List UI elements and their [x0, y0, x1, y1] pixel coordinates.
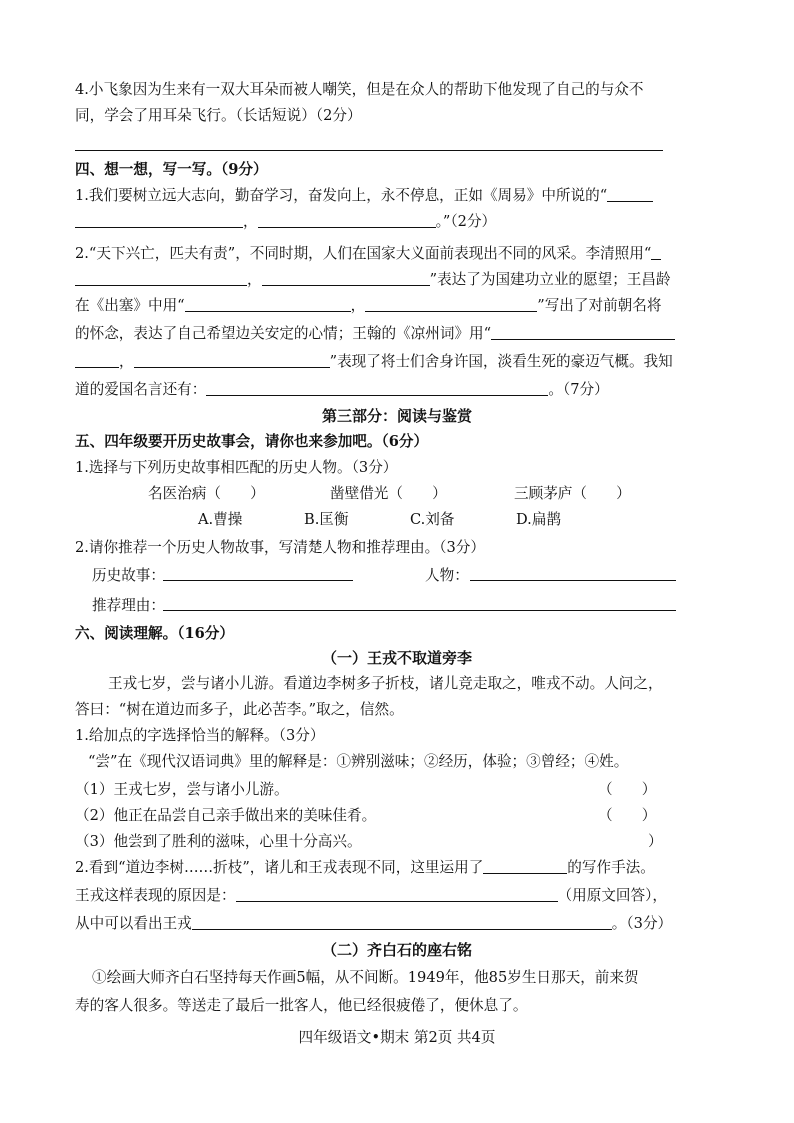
- person-label: 人物：: [425, 567, 469, 584]
- technique-blank[interactable]: [483, 859, 567, 874]
- passage2-title: （二）齐白石的座右铭: [321, 941, 472, 959]
- passage1-q2-text5: 从中可以看出王戎: [75, 915, 192, 932]
- option-d: D.扁鹊: [516, 511, 562, 528]
- section4-q2-line2: [75, 270, 671, 290]
- q1-blank-3[interactable]: [258, 213, 436, 228]
- q2-blank-5[interactable]: [365, 297, 537, 312]
- passage1-q2-text4: （用原文回答），: [557, 887, 667, 904]
- page-footer: 四年级语文•期末 第2页 共4页: [298, 1029, 496, 1046]
- passage1-q1: 1.给加点的字选择恰当的解释。（3分）: [75, 727, 325, 744]
- section4-q2-line1: [75, 244, 661, 264]
- story-1[interactable]: 名医治病（ ）: [148, 485, 265, 502]
- q2-comma-3: ，: [119, 353, 134, 370]
- section5-q1: 1.选择与下列历史故事相匹配的历史人物。（3分）: [75, 459, 398, 476]
- section4-q2-end: 。（7分）: [548, 381, 609, 398]
- q2-blank-3[interactable]: [262, 271, 430, 286]
- q2-blank-2[interactable]: [75, 271, 247, 286]
- section4-heading: 四、想一想，写一写。（9分）: [75, 161, 268, 178]
- q2-blank-9[interactable]: [206, 381, 548, 396]
- passage1-q2-text: 2.看到“道边李树……折枝”，诸儿和王戎表现不同，这里运用了: [75, 859, 484, 876]
- section4-q2-line6: [75, 380, 609, 400]
- passage1-q2-text3: 王戎这样表现的原因是：: [75, 887, 236, 904]
- section4-q2-text6: ”表现了将士们舍身许国，淡看生死的豪迈气概。我知: [329, 353, 673, 370]
- section4-q2-text7: 道的爱国名言还有：: [75, 381, 207, 398]
- section5-q2: 2.请你推荐一个历史人物故事，写清楚人物和推荐理由。（3分）: [75, 539, 485, 556]
- passage1-q2-text2: 的写作手法。: [567, 859, 655, 876]
- section4-q2-line5: [75, 352, 673, 372]
- story-answer-line[interactable]: [163, 580, 353, 581]
- section6-heading: 六、阅读理解。（16分）: [75, 625, 234, 642]
- passage1-q2-line1: [75, 858, 655, 878]
- reason-answer-line[interactable]: [163, 610, 676, 611]
- section4-q1-line2: ， 。”（2分）: [75, 212, 496, 232]
- section4-q2-text3: 在《出塞》中用“: [75, 297, 185, 314]
- reason-blank[interactable]: [236, 887, 558, 902]
- story-label: 历史故事：: [92, 567, 165, 584]
- passage1-item-3: （3）他尝到了胜利的滋味，心里十分高兴。: [75, 833, 362, 850]
- q4-line1: 4.小飞象因为生来有一双大耳朵而被人嘲笑，但是在众人的帮助下他发现了自己的与众不: [75, 81, 644, 98]
- passage1-line2: 答曰：“树在道边而多子，此必苦李。”取之，信然。: [75, 701, 404, 718]
- option-c: C.刘备: [410, 511, 455, 528]
- section4-q2-line3: [75, 296, 661, 316]
- q2-comma-2: ，: [350, 297, 366, 314]
- q2-blank-7[interactable]: [75, 353, 119, 368]
- reason-label: 推荐理由：: [92, 597, 165, 614]
- section4-q2-text4: ”写出了对前朝名将: [537, 297, 662, 314]
- section4-q2-text2: ”表达了为国建功立业的愿望；王昌龄: [429, 271, 671, 288]
- section4-q2-text5: 的怀念，表达了自己希望边关安定的心情；王翰的《凉州词》用“: [75, 325, 492, 342]
- q1-blank-2[interactable]: [75, 213, 243, 228]
- q1-blank-1[interactable]: [607, 187, 653, 202]
- q2-blank-4[interactable]: [185, 297, 351, 312]
- section4-q1-text: 1.我们要树立远大志向，勤奋学习，奋发向上，永不停息，正如《周易》中所说的“: [75, 187, 608, 204]
- passage2-line2: 寿的客人很多。等送走了最后一批客人，他已经很疲倦了，便休息了。: [75, 997, 528, 1014]
- answer-paren-1[interactable]: （ ）: [598, 781, 657, 798]
- story-3[interactable]: 三顾茅庐（ ）: [514, 485, 631, 502]
- section4-q1-end: 。”（2分）: [435, 213, 497, 230]
- q2-comma-1: ，: [247, 271, 262, 288]
- q2-blank-6[interactable]: [491, 325, 675, 340]
- section4-q1-line1: [75, 186, 653, 206]
- answer-paren-3[interactable]: ）: [648, 833, 663, 850]
- character-blank[interactable]: [192, 915, 612, 930]
- passage1-item-1: （1）王戎七岁，尝与诸小儿游。: [75, 781, 289, 798]
- option-a: A.曹操: [198, 511, 243, 528]
- person-answer-line[interactable]: [470, 580, 676, 581]
- passage1-title: （一）王戎不取道旁李: [321, 649, 472, 667]
- passage1-q2-line3: [75, 914, 672, 934]
- section5-heading: 五、四年级要开历史故事会，请你也来参加吧。（6分）: [75, 433, 429, 450]
- passage1-q2-end: 。（3分）: [611, 915, 673, 932]
- passage1-item-2: （2）他正在品尝自己亲手做出来的美味佳肴。: [75, 807, 377, 824]
- q4-line2: 同，学会了用耳朵飞行。（长话短说）（2分）: [75, 107, 362, 124]
- answer-paren-2[interactable]: （ ）: [598, 807, 657, 824]
- passage2-line1: ①绘画大师齐白石坚持每天作画5幅，从不间断。1949年，他85岁生日那天，前来贺: [92, 969, 639, 986]
- part3-title: 第三部分：阅读与鉴赏: [321, 407, 472, 425]
- q4-answer-line[interactable]: [75, 150, 663, 151]
- passage1-definition: “尝”在《现代汉语词典》里的解释是：①辨别滋味；②经历，体验；③曾经；④姓。: [88, 753, 629, 770]
- story-2[interactable]: 凿壁借光（ ）: [330, 485, 447, 502]
- q2-blank-8[interactable]: [134, 353, 330, 368]
- passage1-line1: 王戎七岁，尝与诸小儿游。看道边李树多子折枝，诸儿竞走取之，唯戎不动。人问之，: [108, 675, 663, 692]
- option-b: B.匡衡: [304, 511, 349, 528]
- passage1-q2-line2: [75, 886, 667, 906]
- section4-q2-text: 2.“天下兴亡，匹夫有责”，不同时期，人们在国家大义面前表现出不同的风采。李清照用“: [75, 245, 652, 262]
- section4-q2-line4: [75, 324, 675, 344]
- q2-blank-1[interactable]: [651, 245, 661, 260]
